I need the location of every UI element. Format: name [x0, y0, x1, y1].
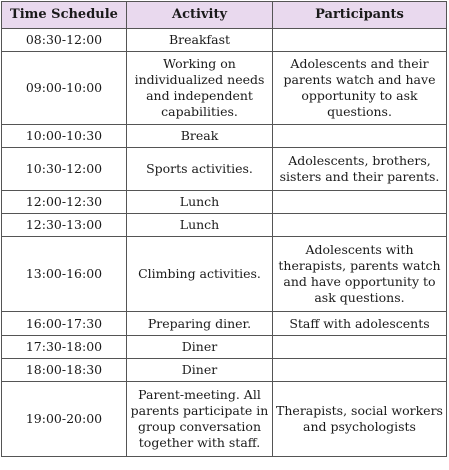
time-cell: 18:00-18:30	[2, 359, 127, 382]
activity-cell: Break	[127, 125, 273, 148]
activity-cell: Working on individualized needs and independent capabilities.	[127, 52, 273, 125]
activity-cell: Breakfast	[127, 29, 273, 52]
table-row	[2, 237, 447, 312]
participants-cell: Therapists, social workers and psychologists	[273, 382, 447, 457]
participants-cell	[273, 125, 447, 148]
table-row	[2, 125, 447, 148]
schedule-table	[1, 1, 447, 457]
time-cell: 13:00-16:00	[2, 237, 127, 312]
participants-cell	[273, 336, 447, 359]
table-row	[2, 191, 447, 214]
table-header-row	[2, 2, 447, 29]
participants-cell	[273, 214, 447, 237]
participants-cell: Staff with adolescents	[273, 312, 447, 336]
time-cell: 17:30-18:00	[2, 336, 127, 359]
participants-cell	[273, 359, 447, 382]
activity-cell: Diner	[127, 359, 273, 382]
time-cell: 12:30-13:00	[2, 214, 127, 237]
table-row	[2, 336, 447, 359]
header-time-schedule: Time Schedule	[2, 2, 127, 29]
participants-cell	[273, 191, 447, 214]
time-cell: 16:00-17:30	[2, 312, 127, 336]
activity-cell: Lunch	[127, 191, 273, 214]
time-cell: 10:00-10:30	[2, 125, 127, 148]
activity-cell: Lunch	[127, 214, 273, 237]
header-participants: Participants	[273, 2, 447, 29]
table-row	[2, 29, 447, 52]
participants-cell: Adolescents and their parents watch and have opportunity to ask questions.	[273, 52, 447, 125]
time-cell: 12:00-12:30	[2, 191, 127, 214]
participants-cell	[273, 29, 447, 52]
header-activity: Activity	[127, 2, 273, 29]
schedule-table-container	[1, 1, 447, 457]
participants-cell: Adolescents, brothers, sisters and their parents.	[273, 148, 447, 191]
activity-cell: Sports activities.	[127, 148, 273, 191]
participants-cell: Adolescents with therapists, parents watch and have opportunity to ask questions.	[273, 237, 447, 312]
table-row	[2, 214, 447, 237]
activity-cell: Climbing activities.	[127, 237, 273, 312]
table-row	[2, 382, 447, 457]
table-row	[2, 148, 447, 191]
activity-cell: Preparing diner.	[127, 312, 273, 336]
table-row	[2, 52, 447, 125]
activity-cell: Diner	[127, 336, 273, 359]
activity-cell: Parent-meeting. All parents participate in group conversation together with staff.	[127, 382, 273, 457]
time-cell: 19:00-20:00	[2, 382, 127, 457]
table-row	[2, 312, 447, 336]
table-row	[2, 359, 447, 382]
time-cell: 08:30-12:00	[2, 29, 127, 52]
time-cell: 10:30-12:00	[2, 148, 127, 191]
time-cell: 09:00-10:00	[2, 52, 127, 125]
